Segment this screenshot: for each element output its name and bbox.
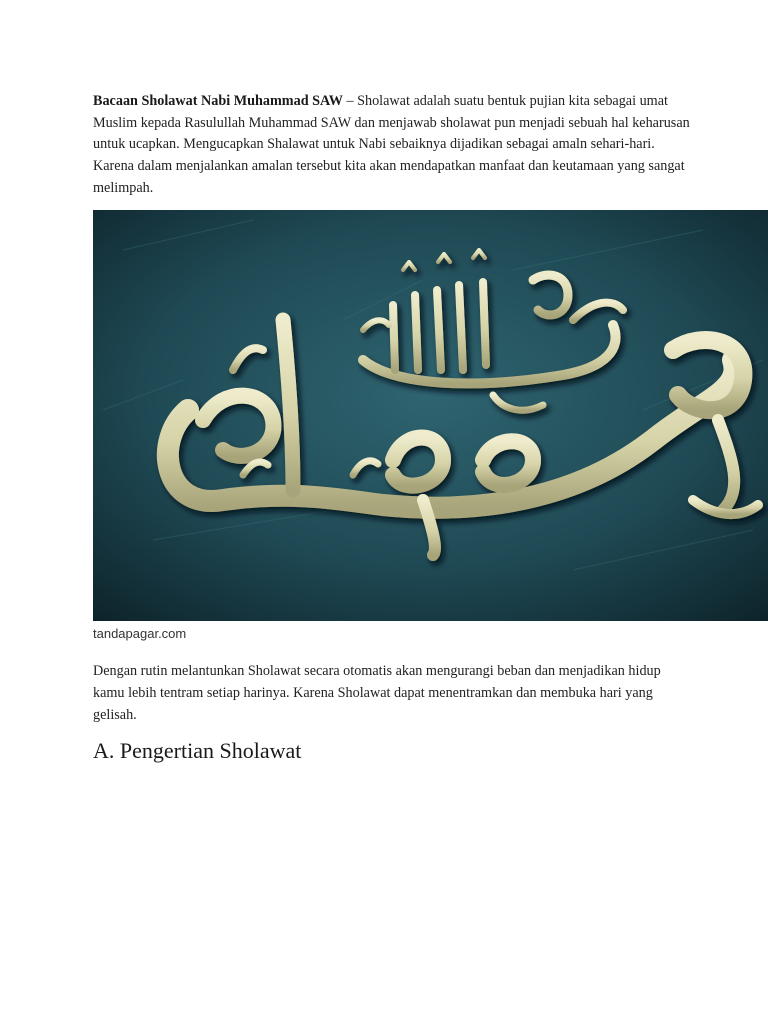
body-paragraph: Dengan rutin melantunkan Sholawat secara otomatis akan mengurangi beban dan menjadikan hidup kamu lebih tentram setiap harinya. Karena Sholawat dapat menentramkan dan membuka hari yang gelisah. [93, 663, 661, 723]
section-heading: A. Pengertian Sholawat [93, 738, 302, 763]
image-caption: tandapagar.com [93, 626, 187, 641]
intro-lead-bold: Bacaan Sholawat Nabi Muhammad SAW [93, 93, 343, 109]
calligraphy-image [93, 210, 768, 621]
intro-lead-text: – Sholawat adalah suatu bentuk pujian kita sebagai umat Muslim kepada Rasulullah Muhammad SAW dan menjawab sholawat pun menjadi sebuah hal keharusan untuk ucapkan. Mengucapkan Shalawat untuk Nabi sebaiknya dijadikan sebagai amaln sehari-hari. Karena dalam menjalankan amalan tersebut kita akan mendapatkan manfaat dan keutamaan yang sangat melimpah. [93, 93, 690, 196]
intro-paragraph [93, 91, 693, 200]
